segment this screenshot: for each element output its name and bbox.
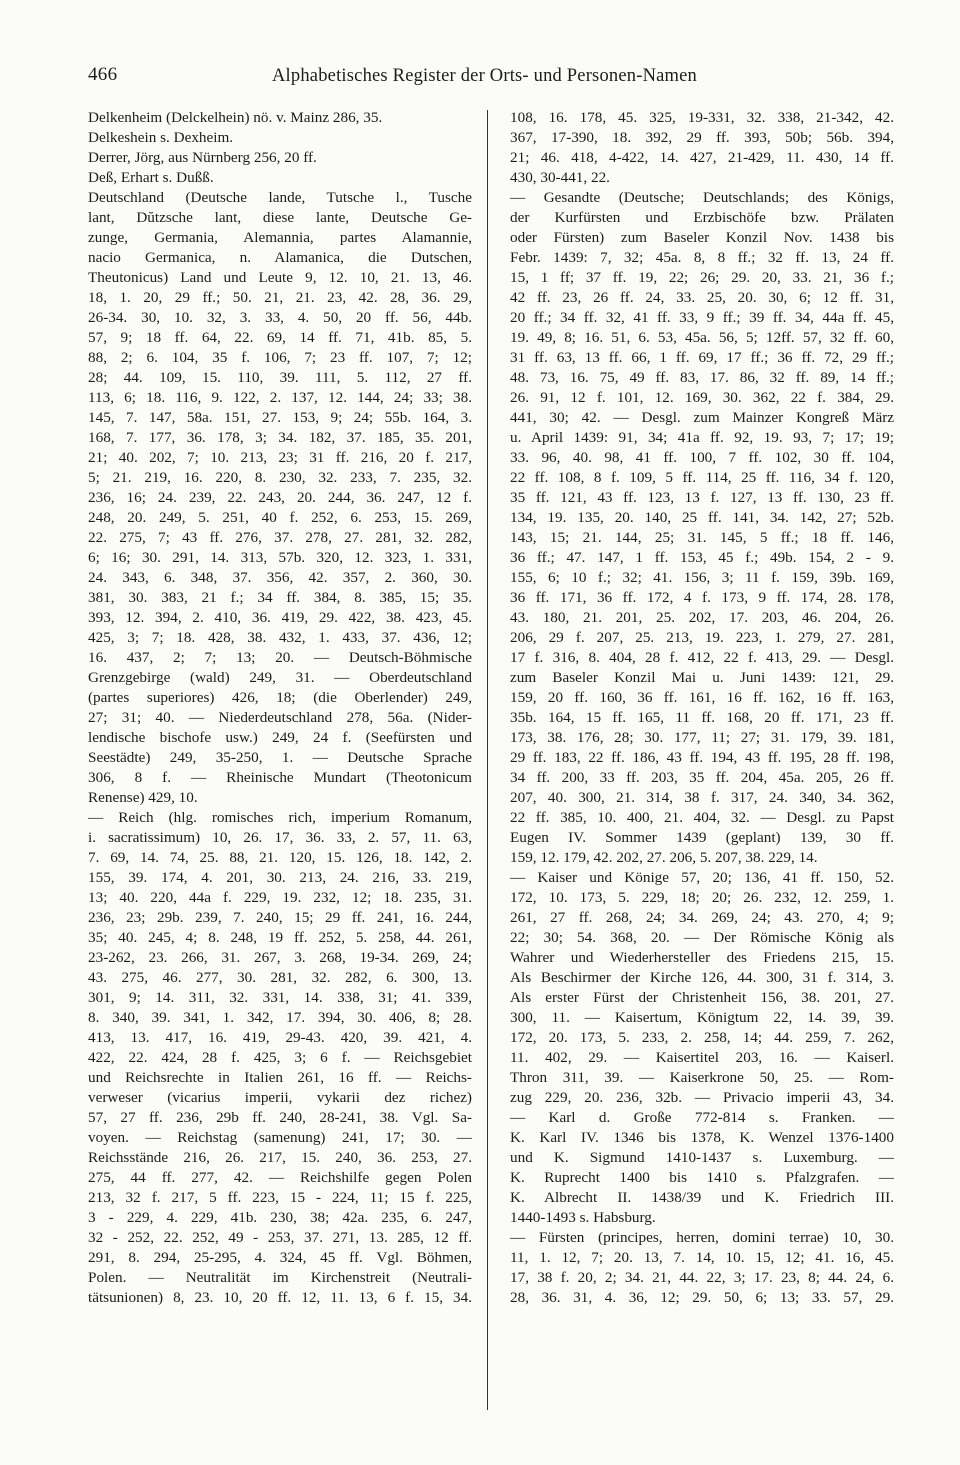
index-line: zum Baseler Konzil Mai u. Juni 1439: 121, 29. xyxy=(510,669,894,686)
index-line: 15, 1 ff; 37 ff. 19, 22; 26; 29. 20, 33. 21, 36 f.; xyxy=(510,269,894,286)
index-line: 145, 7. 147, 58a. 151, 27. 153, 9; 24; 55b. 164, 3. xyxy=(88,409,472,426)
index-line: 27; 31; 40. — Niederdeutschland 278, 56a. (Nider- xyxy=(88,709,472,726)
index-line: 16. 437, 2; 7; 13; 20. — Deutsch-Böhmische xyxy=(88,649,472,666)
index-line: K. Ruprecht 1400 bis 1410 s. Pfalzgrafen. — xyxy=(510,1169,894,1186)
index-line: 43. 275, 46. 277, 30. 281, 32. 282, 6. 300, 13. xyxy=(88,969,472,986)
index-line: 143, 15; 21. 144, 25; 31. 145, 5 ff.; 18 ff. 146, xyxy=(510,529,894,546)
index-line: zunge, Germania, Alemannia, partes Alamannie, xyxy=(88,229,472,246)
index-line: 213, 32 f. 217, 5 ff. 223, 15 - 224, 11; 15 f. 225, xyxy=(88,1189,472,1206)
index-line: u. April 1439: 91, 34; 41a ff. 92, 19. 93, 7; 17; 19; xyxy=(510,429,894,446)
index-line: Deß, Erhart s. Dußß. xyxy=(88,169,214,186)
index-line: 22 ff. 385, 10. 400, 21. 404, 32. — Desgl. zu Papst xyxy=(510,809,894,826)
index-line: 261, 27 ff. 268, 24; 34. 269, 24; 43. 270, 4; 9; xyxy=(510,909,894,926)
index-line: 35 ff. 121, 43 ff. 123, 13 f. 127, 13 ff. 130, 23 ff. xyxy=(510,489,894,506)
index-line: 413, 13. 417, 16. 419, 29-43. 420, 39. 421, 4. xyxy=(88,1029,472,1046)
index-line: 248, 20. 249, 5. 251, 40 f. 252, 6. 253, 15. 269, xyxy=(88,509,472,526)
index-line: Theutonicus) Land und Leute 9, 12. 10, 21. 13, 46. xyxy=(88,269,472,286)
index-line: 173, 38. 176, 28; 30. 177, 11; 27; 31. 179, 39. 181, xyxy=(510,729,894,746)
index-line: 155, 39. 174, 4. 201, 30. 213, 24. 216, 33. 219, xyxy=(88,869,472,886)
index-line: 236, 23; 29b. 239, 7. 240, 15; 29 ff. 241, 16. 244, xyxy=(88,909,472,926)
index-line: 34 ff. 200, 33 ff. 203, 35 ff. 204, 45a. 205, 26 ff. xyxy=(510,769,894,786)
page-number: 466 xyxy=(88,64,118,85)
index-line: lendische bischofe usw.) 249, 24 f. (Seefürsten und xyxy=(88,729,472,746)
index-line: 3 - 229, 4. 229, 41b. 230, 38; 42a. 235, 6. 247, xyxy=(88,1209,472,1226)
index-line: zug 229, 20. 236, 32b. — Privacio imperii 43, 34. xyxy=(510,1089,894,1106)
index-line: verweser (vicarius imperii, vykarii dez richez) xyxy=(88,1089,472,1106)
index-line: 381, 30. 383, 21 f.; 34 ff. 384, 8. 385, 15; 35. xyxy=(88,589,472,606)
index-line: K. Albrecht II. 1438/39 und K. Friedrich III. xyxy=(510,1189,894,1206)
index-line: 367, 17-390, 18. 392, 29 ff. 393, 50b; 56b. 394, xyxy=(510,129,894,146)
index-line: 275, 44 ff. 277, 42. — Reichshilfe gegen Polen xyxy=(88,1169,472,1186)
index-line: Polen. — Neutralität im Kirchenstreit (Neutrali- xyxy=(88,1269,472,1286)
right-column xyxy=(510,108,894,1423)
index-line: 48. 73, 16. 75, 49 ff. 83, 17. 86, 32 ff. 89, 14 ff.; xyxy=(510,369,894,386)
index-line: lant, Dŭtzsche lant, diese lante, Deutsche Ge- xyxy=(88,209,472,226)
index-line: 35b. 164, 15 ff. 165, 11 ff. 168, 20 ff. 171, 23 ff. xyxy=(510,709,894,726)
index-line: Delkenheim (Delckelhein) nö. v. Mainz 286, 35. xyxy=(88,109,383,126)
index-line: 26-34. 30, 10. 32, 3. 33, 4. 50, 20 ff. 56, 44b. xyxy=(88,309,472,326)
index-line: Seestädte) 249, 35-250, 1. — Deutsche Sprache xyxy=(88,749,472,766)
index-line: i. sacratissimum) 10, 26. 17, 36. 33, 2. 57, 11. 63, xyxy=(88,829,472,846)
index-line: 6; 16; 30. 291, 14. 313, 57b. 320, 12. 323, 1. 331, xyxy=(88,549,472,566)
index-line: 301, 9; 14. 311, 32. 331, 14. 338, 31; 41. 339, xyxy=(88,989,472,1006)
index-line: — Karl d. Große 772-814 s. Franken. — xyxy=(510,1109,894,1126)
running-title: Alphabetisches Register der Orts- und Personen-Namen xyxy=(272,66,697,86)
index-line: Wahrer und Wiederhersteller des Friedens 215, 15. xyxy=(510,949,894,966)
index-line: 206, 29 f. 207, 25. 213, 19. 223, 1. 279, 27. 281, xyxy=(510,629,894,646)
index-line: der Kurfürsten und Erzbischöfe bzw. Prälaten xyxy=(510,209,894,226)
index-line: 21; 46. 418, 4-422, 14. 427, 21-429, 11. 430, 14 ff. xyxy=(510,149,894,166)
index-line: 21; 40. 202, 7; 10. 213, 23; 31 ff. 216, 20 f. 217, xyxy=(88,449,472,466)
index-line: Reichsstände 216, 26. 217, 15. 240, 36. 253, 27. xyxy=(88,1149,472,1166)
index-line: 43. 180, 21. 201, 25. 202, 17. 203, 46. 204, 26. xyxy=(510,609,894,626)
index-line: 22. 275, 7; 43 ff. 276, 37. 278, 27. 281, 32. 282, xyxy=(88,529,472,546)
index-line: 172, 10. 173, 5. 229, 18; 20; 26. 232, 12. 259, 1. xyxy=(510,889,894,906)
index-line: Thron 311, 39. — Kaiserkrone 50, 25. — Rom- xyxy=(510,1069,894,1086)
index-line: 31 ff. 63, 13 ff. 66, 1 ff. 69, 17 ff.; 36 ff. 72, 29 ff.; xyxy=(510,349,894,366)
index-line: 57, 9; 18 ff. 64, 22. 69, 14 ff. 71, 41b. 85, 5. xyxy=(88,329,472,346)
index-line: 108, 16. 178, 45. 325, 19-331, 32. 338, 21-342, 42. xyxy=(510,109,894,126)
index-line: 8. 340, 39. 341, 1. 342, 17. 394, 30. 406, 8; 28. xyxy=(88,1009,472,1026)
index-line: 5; 21. 219, 16. 220, 8. 230, 32. 233, 7. 235, 32. xyxy=(88,469,472,486)
index-line: 42 ff. 23, 26 ff. 24, 33. 25, 20. 30, 6; 12 ff. 31, xyxy=(510,289,894,306)
index-line: 36 ff.; 47. 147, 1 ff. 153, 45 f.; 49b. 154, 2 - 9. xyxy=(510,549,894,566)
index-line: 207, 40. 300, 21. 314, 38 f. 317, 24. 340, 34. 362, xyxy=(510,789,894,806)
index-line: — Gesandte (Deutsche; Deutschlands; des Königs, xyxy=(510,189,894,206)
index-line: Derrer, Jörg, aus Nürnberg 256, 20 ff. xyxy=(88,149,317,166)
index-line: 1440-1493 s. Habsburg. xyxy=(510,1209,656,1226)
index-line: Febr. 1439: 7, 32; 45a. 8, 8 ff.; 32 ff. 13, 24 ff. xyxy=(510,249,894,266)
index-line: Als erster Fürst der Christenheit 156, 38. 201, 27. xyxy=(510,989,894,1006)
index-line: Delkeshein s. Dexheim. xyxy=(88,129,234,146)
index-line: — Reich (hlg. romisches rich, imperium Romanum, xyxy=(88,809,472,826)
index-line: 300, 11. — Kaisertum, Königtum 22, 14. 39, 39. xyxy=(510,1009,894,1026)
index-line: tätsunionen) 8, 23. 10, 20 ff. 12, 11. 13, 6 f. 15, 34. xyxy=(88,1289,472,1306)
index-line: 422, 22. 424, 28 f. 425, 3; 6 f. — Reichsgebiet xyxy=(88,1049,472,1066)
index-line: 159, 20 ff. 160, 36 ff. 161, 16 ff. 162, 16 ff. 163, xyxy=(510,689,894,706)
index-line: 159, 12. 179, 42. 202, 27. 206, 5. 207, 38. 229, 14. xyxy=(510,849,818,866)
index-line: 7. 69, 14. 74, 25. 88, 21. 120, 15. 126, 18. 142, 2. xyxy=(88,849,472,866)
index-line: 291, 8. 294, 25-295, 4. 324, 45 ff. Vgl. Böhmen, xyxy=(88,1249,472,1266)
index-line: — Fürsten (principes, herren, domini terrae) 10, 30. xyxy=(510,1229,894,1246)
index-line: 13; 40. 220, 44a f. 229, 19. 232, 12; 18. 235, 31. xyxy=(88,889,472,906)
index-line: 155, 6; 10 f.; 32; 41. 156, 3; 11 f. 159, 39b. 169, xyxy=(510,569,894,586)
index-line: K. Karl IV. 1346 bis 1378, K. Wenzel 1376-1400 xyxy=(510,1129,894,1146)
index-line: 17 f. 316, 8. 404, 28 f. 412, 22 f. 413, 29. — Desgl. xyxy=(510,649,894,666)
index-line: 18, 1. 20, 29 ff.; 50. 21, 21. 23, 42. 28, 36. 29, xyxy=(88,289,472,306)
index-line: 33. 96, 40. 98, 41 ff. 100, 7 ff. 102, 30 ff. 104, xyxy=(510,449,894,466)
index-line: 22 ff. 108, 8 f. 109, 5 ff. 114, 25 ff. 116, 34 f. 120, xyxy=(510,469,894,486)
index-line: 11, 1. 12, 7; 20. 13, 7. 14, 10. 15, 12; 41. 16, 45. xyxy=(510,1249,894,1266)
index-line: 28, 36. 31, 4. 36, 12; 29. 50, 6; 13; 33. 57, 29. xyxy=(510,1289,894,1306)
index-line: 36 ff. 171, 36 ff. 172, 4 f. 173, 9 ff. 174, 28. 178, xyxy=(510,589,894,606)
index-line: nacio Germanica, n. Alamanica, die Dutschen, xyxy=(88,249,472,266)
index-line: Eugen IV. Sommer 1439 (geplant) 139, 30 ff. xyxy=(510,829,894,846)
left-column xyxy=(88,108,472,1423)
index-line: 441, 30; 42. — Desgl. zum Mainzer Kongreß März xyxy=(510,409,894,426)
index-line: 306, 8 f. — Rheinische Mundart (Theotonicum xyxy=(88,769,472,786)
index-line: 35; 40. 245, 4; 8. 248, 19 ff. 252, 5. 258, 44. 261, xyxy=(88,929,472,946)
index-line: — Kaiser und Könige 57, 20; 136, 41 ff. 150, 52. xyxy=(510,869,894,886)
index-line: 168, 7. 177, 36. 178, 3; 34. 182, 37. 185, 35. 201, xyxy=(88,429,472,446)
index-line: und K. Sigmund 1410-1437 s. Luxemburg. — xyxy=(510,1149,894,1166)
index-line: voyen. — Reichstag (samenung) 241, 17; 30. — xyxy=(88,1129,472,1146)
index-line: 134, 19. 135, 20. 140, 25 ff. 141, 34. 142, 27; 52b. xyxy=(510,509,894,526)
index-line: Renense) 429, 10. xyxy=(88,789,198,806)
index-line: 32 - 252, 22. 252, 49 - 253, 37. 271, 13. 285, 12 ff. xyxy=(88,1229,472,1246)
index-line: 26. 91, 12 f. 101, 12. 169, 30. 362, 22 f. 384, 29. xyxy=(510,389,894,406)
index-line: (partes superiores) 426, 18; (die Oberlender) 249, xyxy=(88,689,472,706)
index-line: oder Fürsten) zum Baseler Konzil Nov. 1438 bis xyxy=(510,229,894,246)
index-line: und Reichsrechte in Italien 261, 16 ff. — Reichs- xyxy=(88,1069,472,1086)
index-line: 393, 12. 394, 2. 410, 36. 419, 29. 422, 38. 423, 45. xyxy=(88,609,472,626)
index-line: 22; 30; 54. 368, 20. — Der Römische König als xyxy=(510,929,894,946)
index-line: 113, 6; 18. 116, 9. 122, 2. 137, 12. 144, 24; 33; 38. xyxy=(88,389,472,406)
index-line: 88, 2; 6. 104, 35 f. 106, 7; 23 ff. 107, 7; 12; xyxy=(88,349,472,366)
index-line: 172, 20. 173, 5. 233, 2. 258, 14; 44. 259, 7. 262, xyxy=(510,1029,894,1046)
index-line: Deutschland (Deutsche lande, Tutsche l., Tusche xyxy=(88,189,472,206)
index-line: 236, 16; 24. 239, 22. 243, 20. 244, 36. 247, 12 f. xyxy=(88,489,472,506)
index-line: 425, 3; 7; 18. 428, 38. 432, 1. 433, 37. 436, 12; xyxy=(88,629,472,646)
index-line: 17, 38 f. 20, 2; 34. 21, 44. 22, 3; 17. 23, 8; 44. 24, 6. xyxy=(510,1269,894,1286)
index-line: Grenzgebirge (wald) 249, 31. — Oberdeutschland xyxy=(88,669,472,686)
column-divider xyxy=(487,110,488,1410)
index-line: 24. 343, 6. 348, 37. 356, 42. 357, 2. 360, 30. xyxy=(88,569,472,586)
index-line: Als Beschirmer der Kirche 126, 44. 300, 31 f. 314, 3. xyxy=(510,969,894,986)
index-line: 29 ff. 183, 22 ff. 186, 43 ff. 194, 43 ff. 195, 28 ff. 198, xyxy=(510,749,894,766)
index-line: 57, 27 ff. 236, 29b ff. 240, 28-241, 38. Vgl. Sa- xyxy=(88,1109,472,1126)
index-line: 430, 30-441, 22. xyxy=(510,169,610,186)
index-line: 19. 49, 8; 16. 51, 6. 53, 45a. 56, 5; 12ff. 57, 32 ff. 60, xyxy=(510,329,894,346)
index-line: 20 ff.; 34 ff. 32, 41 ff. 33, 9 ff.; 39 ff. 34, 44a ff. 45, xyxy=(510,309,894,326)
index-line: 28; 44. 109, 15. 110, 39. 111, 5. 112, 27 ff. xyxy=(88,369,472,386)
index-line: 23-262, 23. 266, 31. 267, 3. 268, 19-34. 269, 24; xyxy=(88,949,472,966)
index-line: 11. 402, 29. — Kaisertitel 203, 16. — Kaiserl. xyxy=(510,1049,894,1066)
